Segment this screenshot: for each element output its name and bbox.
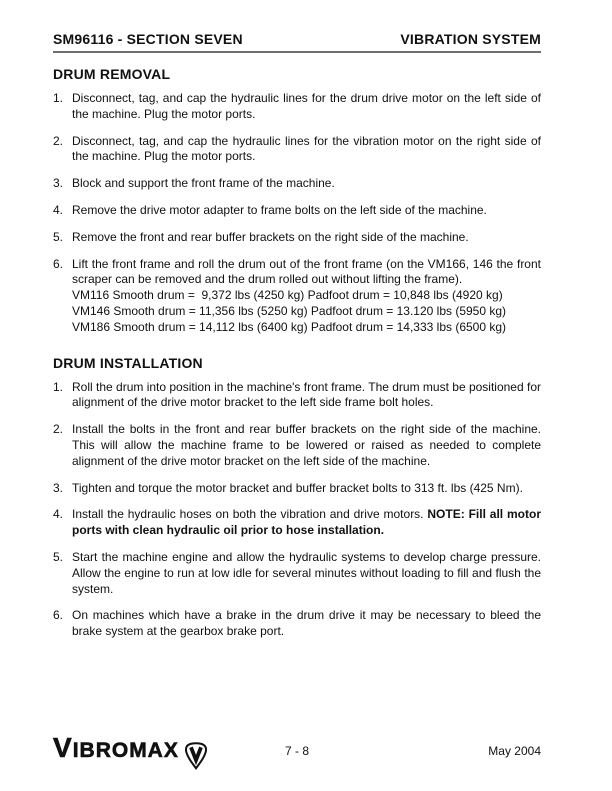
header-doc-title: SM96116 - SECTION SEVEN: [53, 31, 243, 47]
section-drum-installation: [53, 355, 541, 640]
drum-installation-step-list: [53, 380, 541, 640]
header-section-title: VIBRATION SYSTEM: [400, 31, 541, 47]
step-item: [53, 380, 541, 412]
step-item: [53, 550, 541, 597]
page-number: 7 - 8: [284, 744, 309, 758]
step-number: 5.: [53, 549, 64, 564]
step-text: On machines which have a brake in the drum drive it may be necessary to bleed the brake system at the gearbox brake port.: [72, 608, 541, 639]
step-item: [53, 422, 541, 469]
drum-weight-spec-line: VM116 Smooth drum = 9,372 lbs (4250 kg) Padfoot drum = 10,848 lbs (4920 kg): [72, 288, 503, 303]
header-rule: [53, 51, 541, 53]
step-item: [53, 230, 541, 246]
step-number: 4.: [53, 507, 64, 522]
step-item: [53, 203, 541, 219]
vibromax-logo-text: VIBROMAX: [53, 732, 179, 763]
step-text: Install the bolts in the front and rear buffer brackets on the right side of the machine. This will allow the machine frame to be lowered or raised as needed to complete alignment of the drive motor bracket on the left side of the machine.: [72, 422, 541, 468]
step-text: Roll the drum into position in the machine's front frame. The drum must be positioned for alignment of the drive motor bracket to the left side frame bolt holes.: [72, 379, 541, 410]
drum-removal-step-list: [53, 91, 541, 336]
step-text: Block and support the front frame of the machine.: [72, 176, 335, 191]
step-text: Remove the drive motor adapter to frame bolts on the left side of the machine.: [72, 202, 487, 217]
step-item: [53, 91, 541, 123]
section-title-drum-removal: DRUM REMOVAL: [53, 66, 171, 82]
footer-date: May 2004: [488, 744, 541, 758]
step-note-bold: NOTE: Fill all motor ports with clean hydraulic oil prior to hose installation.: [72, 507, 541, 538]
step-text: Start the machine engine and allow the hydraulic systems to develop charge pressure. Allow the engine to run at low idle for several minutes without loading to fill and flush the system.: [72, 549, 541, 596]
step-number: 5.: [53, 229, 64, 244]
page-body: [53, 66, 541, 651]
step-number: 2.: [53, 422, 64, 437]
section-drum-removal: [53, 66, 541, 336]
step-text: Install the hydraulic hoses on both the vibration and drive motors. NOTE: Fill all motor ports with clean hydraulic oil prior to hose installation.: [72, 507, 541, 538]
step-item: [53, 608, 541, 640]
step-item: [53, 507, 541, 539]
step-text: Disconnect, tag, and cap the hydraulic lines for the vibration motor on the right side of the machine. Plug the motor ports.: [72, 133, 541, 164]
step-number: 1.: [53, 91, 64, 105]
step-number: 3.: [53, 176, 64, 191]
step-number: 6.: [53, 608, 64, 623]
step-number: 4.: [53, 202, 64, 217]
step-text: Tighten and torque the motor bracket and buffer bracket bolts to 313 ft. lbs (425 Nm).: [72, 480, 523, 495]
page-header: [53, 31, 541, 47]
step-text: Disconnect, tag, and cap the hydraulic lines for the drum drive motor on the left side of the machine. Plug the motor ports.: [72, 91, 541, 121]
step-number: 1.: [53, 379, 64, 394]
drum-weight-spec-line: VM186 Smooth drum = 14,112 lbs (6400 kg) Padfoot drum = 14,333 lbs (6500 kg): [72, 319, 507, 334]
drum-weight-spec-line: VM146 Smooth drum = 11,356 lbs (5250 kg) Padfoot drum = 13.120 lbs (5950 kg): [72, 303, 507, 318]
step-text: Remove the front and rear buffer brackets on the right side of the machine.: [72, 229, 469, 244]
section-title-drum-installation: DRUM INSTALLATION: [53, 354, 203, 371]
step-item: [53, 176, 541, 192]
step-number: 2.: [53, 133, 64, 148]
step-number: 6.: [53, 256, 64, 271]
step-item: [53, 481, 541, 497]
step-number: 3.: [53, 480, 64, 495]
step-text: Lift the front frame and roll the drum out of the front frame (on the VM166, 146 the front scraper can be removed and the drum rolled out without lifting the frame). VM116 Smooth drum = 9,372 lbs (4250 kg) Padfoot drum = 10,848 lbs (4920 kg) VM146 Smooth drum = 11,356 lbs (5250 kg) Padfoot drum = 13.120 lbs (5950 kg) VM186 Smooth drum = 14,112 lbs (6400 kg) Padfoot drum = 14,333 lbs (6500 kg): [72, 256, 541, 334]
step-item: [53, 257, 541, 336]
page-footer: [53, 732, 541, 777]
step-item: [53, 134, 541, 166]
